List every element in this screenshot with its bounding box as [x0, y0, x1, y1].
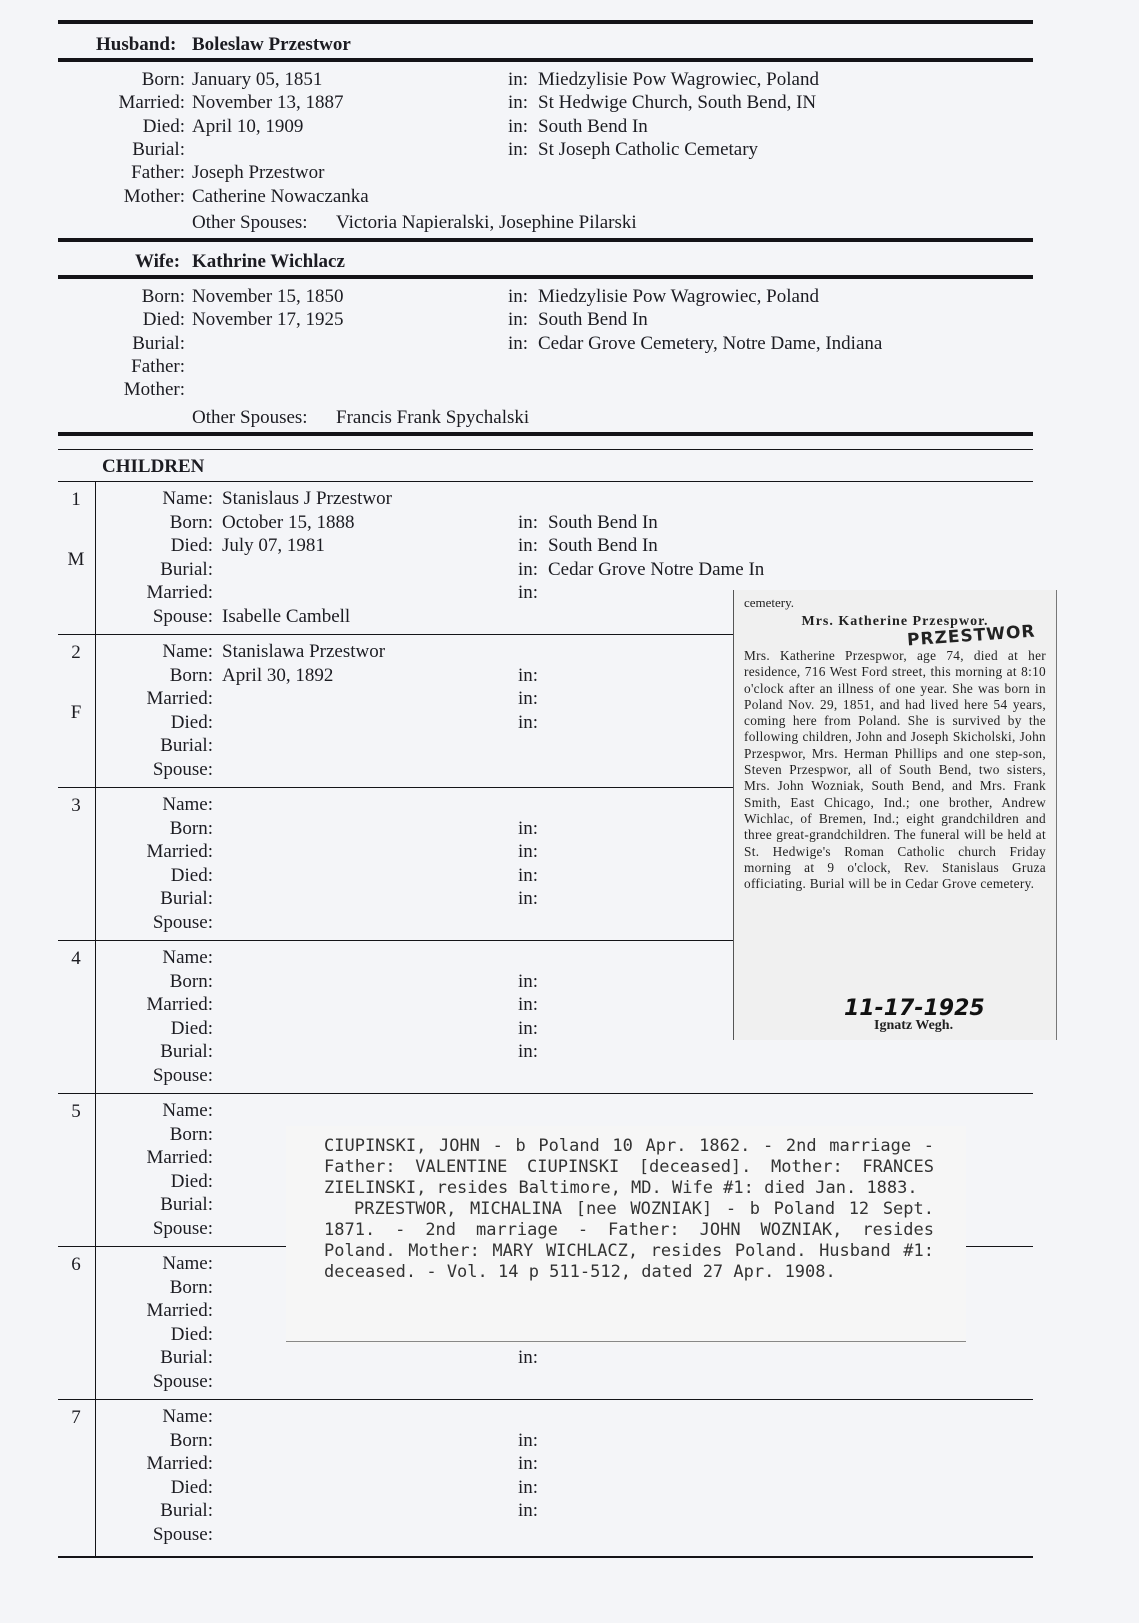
child-field-label: Burial: — [160, 558, 213, 580]
child-field-label: Married: — [146, 841, 213, 862]
divider-rule — [58, 20, 1033, 24]
in-label: in: — [518, 664, 539, 686]
child-number: 4 — [71, 948, 81, 969]
child-field-value: October 15, 1888 — [222, 511, 355, 533]
child-field-label: Born: — [169, 1429, 213, 1451]
child-field-label: Married: — [146, 582, 213, 603]
in-label: in: — [518, 1476, 539, 1498]
obituary-title: Mrs. Katherine Przespwor. — [801, 614, 989, 629]
child-sex: M — [67, 549, 85, 570]
obituary-clipping — [733, 590, 1057, 1040]
child-field-place: South Bend In — [548, 535, 658, 556]
in-label: in: — [518, 970, 539, 992]
child-field-label: Born: — [169, 970, 213, 992]
child-field-label: Burial: — [160, 1347, 213, 1368]
husband-field-place: South Bend In — [538, 115, 648, 137]
child-field-label: Name: — [162, 641, 213, 662]
divider-rule — [58, 1399, 1033, 1400]
husband-name: Boleslaw Przestwor — [192, 34, 351, 55]
obituary-body: Mrs. Katherine Przespwor, age 74, died at her residence, 716 West Ford street, this morning at 8:10 o'clock after an illness of one year. She was born in Poland Nov. 29, 1851, and had lived here 54 years, coming here from Poland. She is survived by the following children, John and Joseph Skicholski, John Przespwor, Mrs. Herman Phillips and one step-son, Steven Przespwor, all of South Bend, two sisters, Mrs. John Wozniak, South Bend, and Mrs. Frank Smith, East Chicago, Ind.; one brother, Andrew Wichlac, of Bremen, Ind.; eight grandchildren and three great-grandchildren. The funeral will be held at St. Hedwige's Roman Catholic church Friday morning at 9 o'clock, Rev. Stanislaus Gruza officiating. Burial will be in Cedar Grove cemetery. — [744, 648, 1046, 892]
child-field-label: Born: — [169, 1123, 213, 1145]
wife-field-value: November 15, 1850 — [192, 286, 344, 307]
child-sex: F — [70, 702, 82, 723]
husband-field-label: Born: — [141, 69, 185, 90]
child-field-label: Name: — [162, 947, 213, 968]
child-field-label: Spouse: — [152, 1064, 213, 1086]
child-field-place: South Bend In — [548, 511, 658, 533]
in-label: in: — [518, 511, 539, 533]
in-label: in: — [518, 817, 539, 839]
wife-field-label: Born: — [141, 286, 185, 307]
husband-field-label: Burial: — [132, 138, 185, 160]
obituary-handwritten-name: PRZESTWOR — [906, 621, 1037, 651]
child-field-value: April 30, 1892 — [222, 664, 334, 686]
child-field-label: Spouse: — [152, 1217, 213, 1239]
in-label: in: — [518, 688, 539, 709]
wife-field-label: Mother: — [123, 379, 185, 401]
clipping-edge — [286, 1341, 966, 1342]
wife-other-spouses-label: Other Spouses: — [192, 407, 308, 428]
child-field-label: Born: — [169, 1276, 213, 1298]
in-label: in: — [518, 864, 539, 886]
in-label: in: — [508, 92, 529, 114]
child-field-label: Burial: — [160, 888, 213, 909]
child-field-label: Died: — [170, 1170, 213, 1192]
wife-field-label: Burial: — [132, 332, 185, 354]
husband-field-value: Joseph Przestwor — [192, 162, 325, 184]
child-field-label: Married: — [146, 994, 213, 1015]
husband-field-value: April 10, 1909 — [192, 115, 304, 137]
in-label: in: — [518, 1041, 539, 1062]
child-field-label: Married: — [146, 1300, 213, 1321]
husband-field-value: November 13, 1887 — [192, 92, 344, 114]
children-heading: CHILDREN — [102, 456, 205, 477]
divider-rule — [58, 58, 1033, 62]
child-field-label: Spouse: — [152, 911, 213, 933]
wife-name: Kathrine Wichlacz — [192, 251, 345, 272]
in-label: in: — [518, 841, 539, 862]
in-label: in: — [518, 1500, 539, 1521]
in-label: in: — [518, 1429, 539, 1451]
husband-field-value: January 05, 1851 — [192, 69, 323, 90]
wife-field-label: Died: — [142, 309, 185, 331]
child-field-label: Name: — [162, 794, 213, 815]
obituary-handwritten-date: 11-17-1925 — [844, 996, 985, 1021]
child-field-label: Died: — [170, 1017, 213, 1039]
child-field-value: Isabelle Cambell — [222, 605, 351, 627]
record-clipping — [286, 1126, 966, 1344]
child-field-label: Burial: — [160, 735, 213, 756]
child-field-label: Burial: — [160, 1041, 213, 1062]
record-paragraph-ciupinski: CIUPINSKI, JOHN - b Poland 10 Apr. 1862. - 2nd marriage - Father: VALENTINE CIUPINSKI [deceased]. Mother: FRANCES ZIELINSKI, resides Baltimore, MD. Wife #1: died Jan. 1883. — [324, 1136, 934, 1198]
child-field-label: Spouse: — [152, 605, 213, 627]
child-field-label: Name: — [162, 488, 213, 509]
obituary-signature: Ignatz Wegh. — [874, 1018, 954, 1033]
child-field-label: Spouse: — [152, 758, 213, 780]
in-label: in: — [518, 1347, 539, 1368]
husband-field-value: Catherine Nowaczanka — [192, 185, 369, 207]
obituary-header: cemetery. — [744, 595, 795, 610]
in-label: in: — [518, 711, 539, 733]
child-field-label: Married: — [146, 1147, 213, 1168]
in-label: in: — [508, 69, 529, 90]
child-field-label: Married: — [146, 1453, 213, 1474]
child-field-label: Died: — [170, 711, 213, 733]
child-field-value: Stanislaus J Przestwor — [222, 488, 392, 509]
record-paragraph-przestwor: PRZESTWOR, MICHALINA [nee WOZNIAK] - b Poland 12 Sept. 1871. - 2nd marriage - Father: JOHN WOZNIAK, resides Poland. Mother: MARY WICHLACZ, resides Poland. Husband #1: deceased. - Vol. 14 p 511-512, dated 27 Apr. 1908. — [324, 1199, 934, 1282]
child-field-label: Name: — [162, 1100, 213, 1121]
child-field-label: Died: — [170, 864, 213, 886]
child-field-label: Married: — [146, 688, 213, 709]
child-field-label: Spouse: — [152, 1523, 213, 1545]
in-label: in: — [508, 332, 529, 354]
husband-other-spouses-label: Other Spouses: — [192, 212, 308, 233]
divider-rule — [58, 1093, 1033, 1094]
divider-rule — [58, 481, 1033, 482]
in-label: in: — [518, 888, 539, 909]
child-field-label: Died: — [170, 1323, 213, 1345]
child-field-label: Name: — [162, 1253, 213, 1274]
in-label: in: — [518, 535, 539, 556]
in-label: in: — [518, 558, 539, 580]
divider-rule — [58, 275, 1033, 279]
in-label: in: — [518, 994, 539, 1015]
divider-rule — [58, 238, 1033, 242]
divider-rule — [58, 1556, 1033, 1558]
child-field-value: Stanislawa Przestwor — [222, 641, 386, 662]
divider-rule — [58, 432, 1033, 436]
child-number: 1 — [71, 489, 81, 510]
child-number: 7 — [71, 1407, 81, 1428]
record-text — [324, 1136, 934, 1283]
in-label: in: — [518, 1017, 539, 1039]
husband-other-spouses: Victoria Napieralski, Josephine Pilarski — [336, 212, 637, 233]
child-field-label: Born: — [169, 664, 213, 686]
husband-field-label: Married: — [118, 92, 185, 114]
in-label: in: — [508, 115, 529, 137]
husband-field-place: St Joseph Catholic Cemetary — [538, 138, 759, 160]
in-label: in: — [508, 286, 529, 307]
child-number: 5 — [71, 1101, 81, 1122]
child-field-label: Born: — [169, 511, 213, 533]
husband-field-place: Miedzylisie Pow Wagrowiec, Poland — [538, 69, 819, 90]
wife-field-place: South Bend In — [538, 309, 648, 331]
child-field-label: Burial: — [160, 1500, 213, 1521]
child-field-place: Cedar Grove Notre Dame In — [548, 558, 765, 580]
child-number: 3 — [71, 795, 81, 816]
in-label: in: — [518, 582, 539, 603]
husband-field-label: Died: — [142, 115, 185, 137]
child-field-value: July 07, 1981 — [222, 535, 325, 556]
wife-heading: Wife: — [135, 251, 181, 272]
wife-field-value: November 17, 1925 — [192, 309, 344, 331]
child-field-label: Name: — [162, 1406, 213, 1427]
husband-heading: Husband: — [96, 34, 177, 55]
child-field-label: Died: — [170, 535, 213, 556]
child-field-label: Burial: — [160, 1194, 213, 1215]
child-field-label: Died: — [170, 1476, 213, 1498]
husband-field-label: Father: — [131, 162, 185, 184]
wife-field-label: Father: — [131, 355, 185, 377]
wife-field-place: Miedzylisie Pow Wagrowiec, Poland — [538, 286, 819, 307]
wife-other-spouses: Francis Frank Spychalski — [336, 407, 530, 428]
husband-field-label: Mother: — [123, 185, 185, 207]
child-field-label: Born: — [169, 817, 213, 839]
child-number: 6 — [71, 1254, 81, 1275]
child-field-label: Spouse: — [152, 1370, 213, 1392]
husband-field-place: St Hedwige Church, South Bend, IN — [538, 92, 817, 114]
divider-rule — [58, 449, 1033, 450]
in-label: in: — [518, 1453, 539, 1474]
in-label: in: — [508, 138, 529, 160]
child-number: 2 — [71, 642, 81, 663]
wife-field-place: Cedar Grove Cemetery, Notre Dame, Indiana — [538, 332, 883, 354]
in-label: in: — [508, 309, 529, 331]
